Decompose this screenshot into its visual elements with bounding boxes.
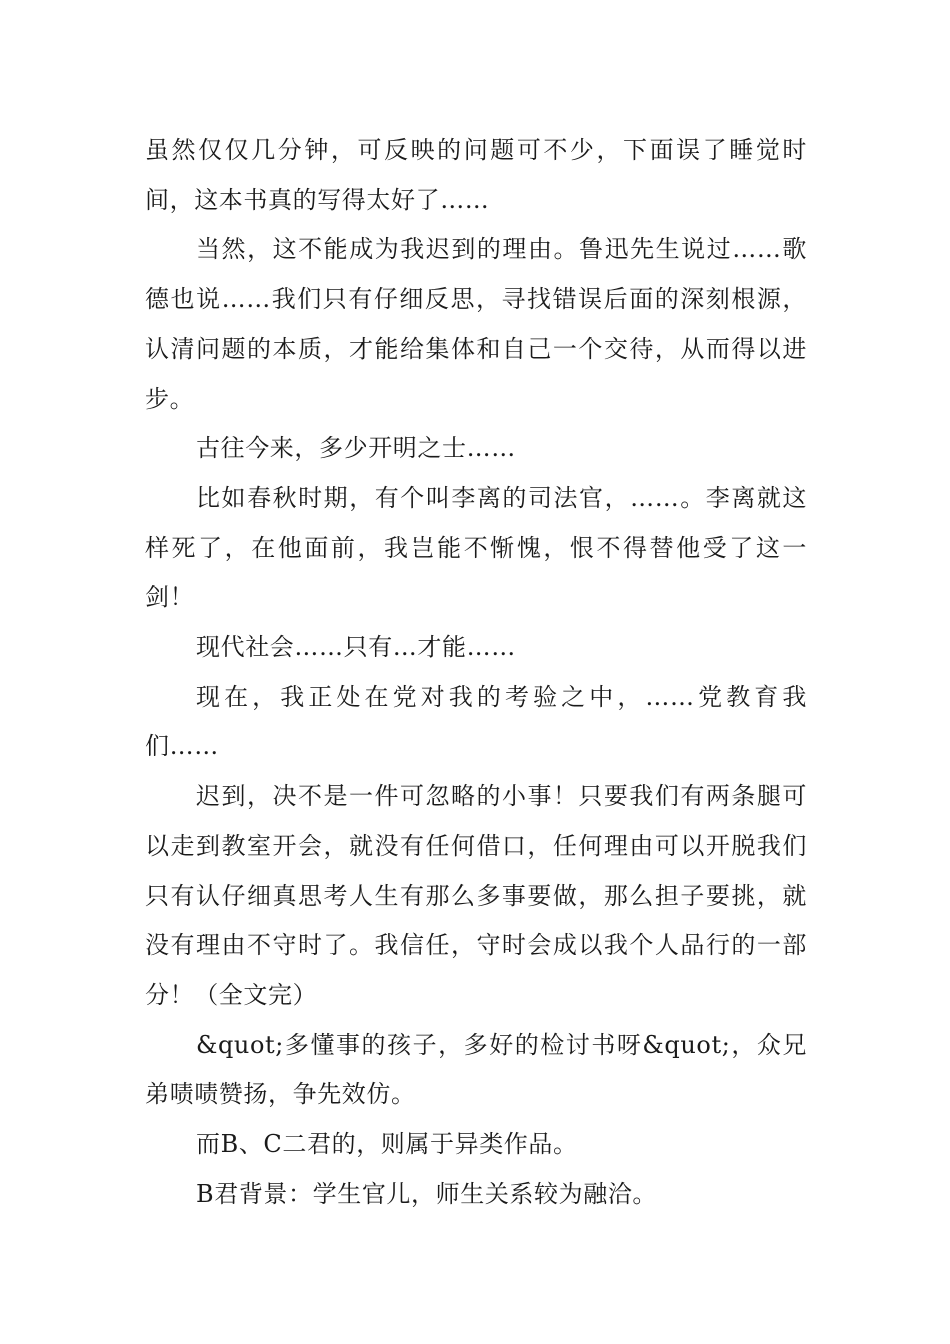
paragraph-10: B君背景：学生官儿，师生关系较为融洽。 <box>196 1179 658 1208</box>
paragraph-1: 虽然仅仅几分钟，可反映的问题可不少，下面误了睡觉时间，这本书真的写得太好了…… <box>145 136 807 214</box>
document-page <box>145 126 807 1219</box>
paragraph-3: 古往今来，多少开明之士…… <box>196 434 516 463</box>
paragraph-7: 迟到，决不是一件可忽略的小事！只要我们有两条腿可以走到教室开会，就没有任何借口，任何理由可以开脱我们只有认仔细真思考人生有那么多事要做，那么担子要挑，就没有理由不守时了。我信任，守时会成以我个人品行的一部分！（全文完） <box>145 782 807 1009</box>
paragraph-8: &quot;多懂事的孩子，多好的检讨书呀&quot;，众兄弟啧啧赞扬，争先效仿。 <box>145 1030 807 1109</box>
paragraph-4: 比如春秋时期，有个叫李离的司法官，……。李离就这样死了，在他面前，我岂能不惭愧，恨不得替他受了这一剑！ <box>145 483 807 612</box>
paragraph-5: 现代社会……只有…才能…… <box>196 633 516 662</box>
paragraph-2: 当然，这不能成为我迟到的理由。鲁迅先生说过……歌德也说……我们只有仔细反思，寻找错误后面的深刻根源，认清问题的本质，才能给集体和自己一个交待，从而得以进步。 <box>145 235 807 413</box>
paragraph-9: 而B、C二君的，则属于异类作品。 <box>196 1130 578 1159</box>
paragraph-6: 现在，我正处在党对我的考验之中，……党教育我们…… <box>145 682 807 761</box>
